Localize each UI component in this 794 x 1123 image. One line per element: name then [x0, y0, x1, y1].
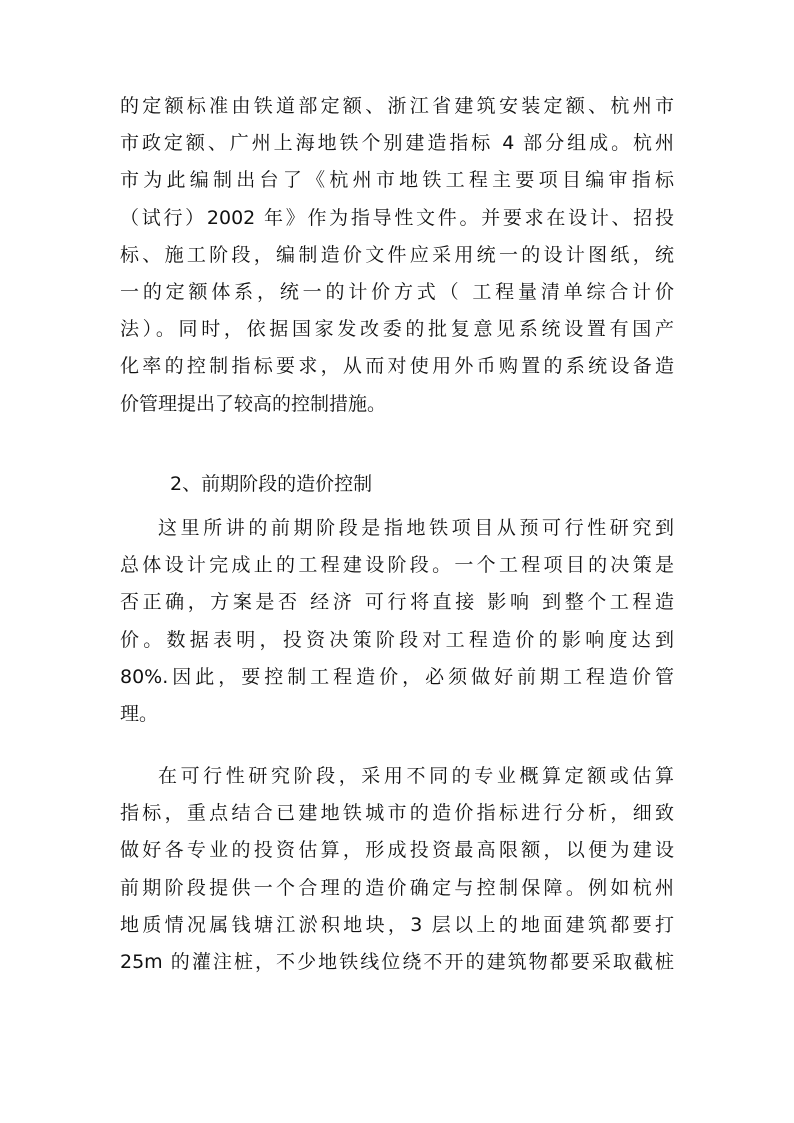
text-line: 80%.因此，要控制工程造价，必须做好前期工程造价管 — [120, 665, 674, 688]
text-line: 法）。同时，依据国家发改委的批复意见系统设置有国产 — [120, 318, 674, 341]
text-line: （试行）2002 年》作为指导性文件。并要求在设计、招投 — [120, 206, 674, 229]
text-line: 价管理提出了较高的控制措施。 — [120, 392, 387, 415]
text-line: 化率的控制指标要求，从而对使用外币购置的系统设备造 — [120, 355, 674, 378]
text-line: 否正确，方案是否 经济 可行将直接 影响 到整个工程造 — [120, 591, 674, 614]
text-line: 价。数据表明，投资决策阶段对工程造价的影响度达到 — [120, 628, 674, 651]
text-line: 指标，重点结合已建地铁城市的造价指标进行分析，细致 — [120, 802, 674, 825]
paragraph-quota-standards — [120, 88, 674, 423]
text-line: 在可行性研究阶段，采用不同的专业概算定额或估算 — [158, 765, 674, 787]
paragraph-preliminary-stage — [120, 510, 674, 733]
text-line: 这里所讲的前期阶段是指地铁项目从预可行性研究到 — [158, 517, 674, 539]
text-line: 市为此编制出台了《杭州市地铁工程主要项目编审指标 — [120, 169, 674, 192]
text-line: 理。 — [120, 702, 159, 725]
text-line: 前期阶段提供一个合理的造价确定与控制保障。例如杭州 — [120, 876, 674, 899]
section-heading — [170, 466, 670, 503]
text-line: 25m 的灌注桩，不少地铁线位绕不开的建筑物都要采取截桩 — [120, 950, 674, 973]
text-line: 做好各专业的投资估算，形成投资最高限额，以便为建设 — [120, 839, 674, 862]
section-heading-text: 2、前期阶段的造价控制 — [170, 473, 373, 495]
paragraph-feasibility-study — [120, 758, 674, 981]
text-line: 标、施工阶段，编制造价文件应采用统一的设计图纸，统 — [120, 243, 674, 266]
text-line: 地质情况属钱塘江淤积地块，3 层以上的地面建筑都要打 — [120, 913, 674, 936]
text-line: 市政定额、广州上海地铁个别建造指标 4 部分组成。杭州 — [120, 132, 674, 155]
text-line: 一的定额体系，统一的计价方式（ 工程量清单综合计价 — [120, 280, 674, 303]
text-line: 的定额标准由铁道部定额、浙江省建筑安装定额、杭州市 — [120, 95, 674, 117]
text-line: 总体设计完成止的工程建设阶段。一个工程项目的决策是 — [120, 554, 674, 577]
